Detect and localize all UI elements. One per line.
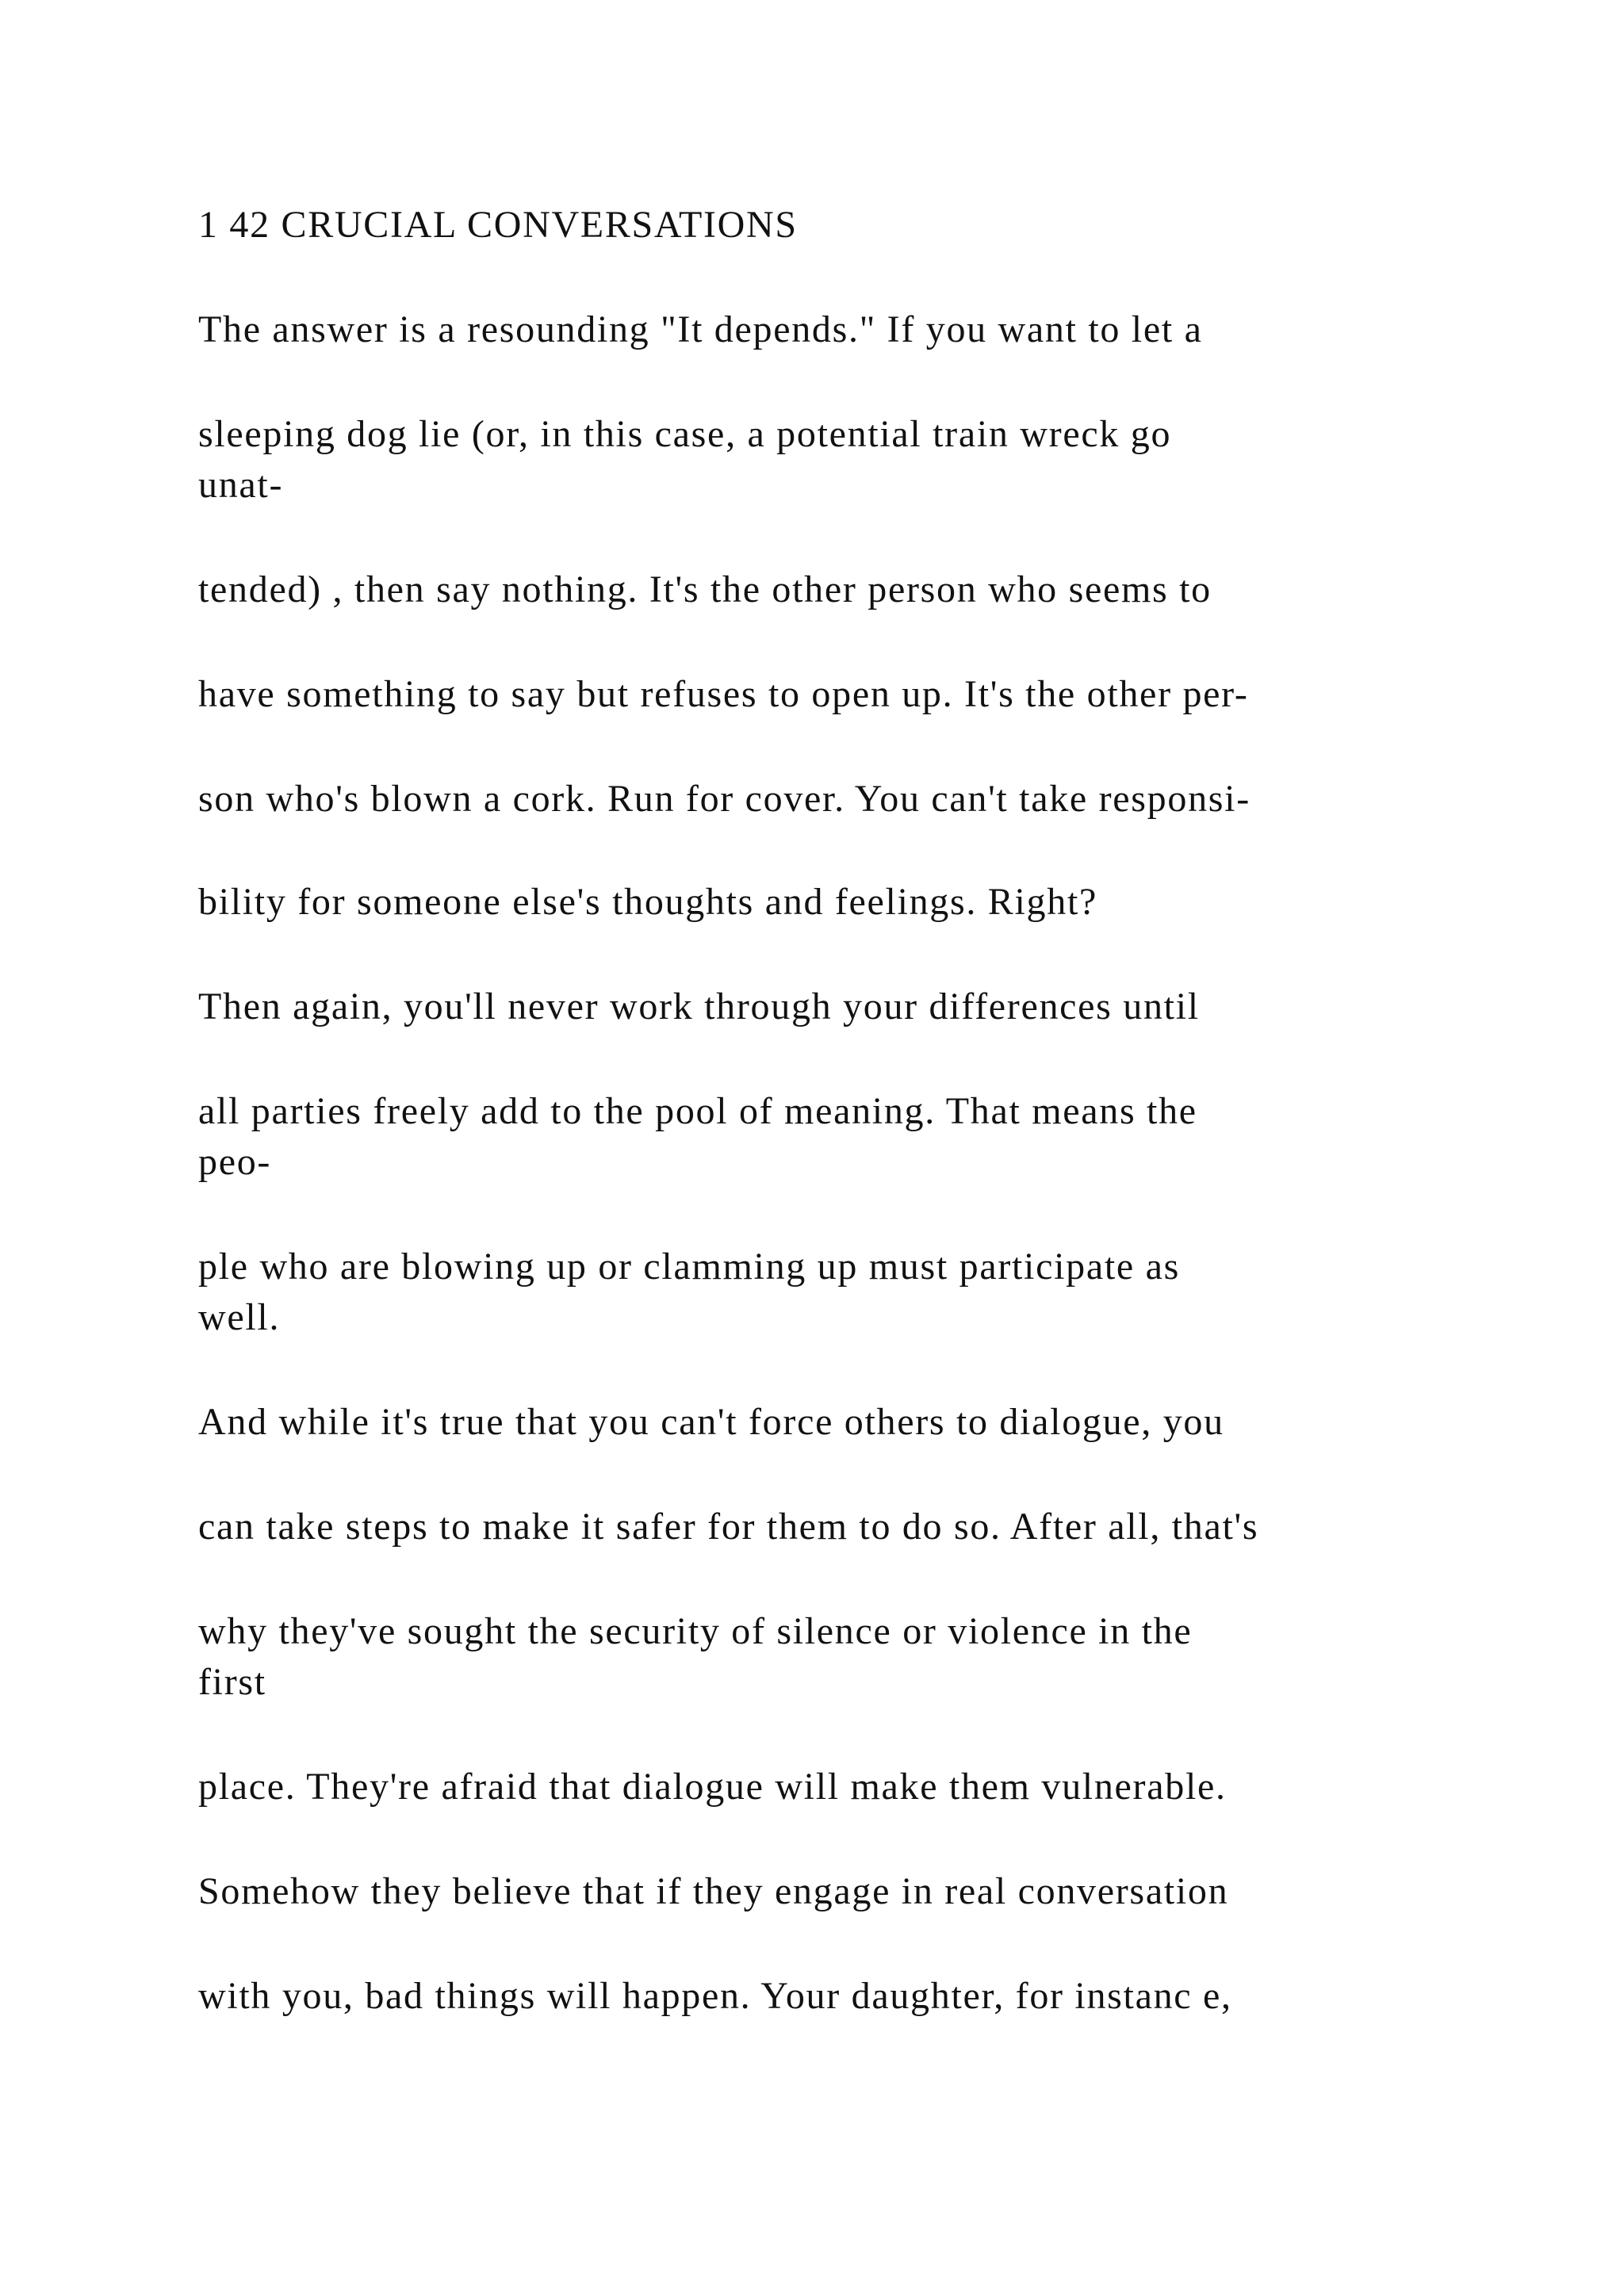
text-line: with you, bad things will happen. Your daughter, for instanc e, [198,1975,1232,2017]
paragraph-14 [198,1866,1483,1917]
paragraph-1 [198,304,1483,355]
text-line: tended) , then say nothing. It's the other person who seems to [198,568,1212,610]
paragraph-9 [198,1242,1483,1343]
paragraph-3 [198,564,1483,615]
text-line: The answer is a resounding "It depends." If you want to let a [198,308,1203,350]
text-line: Somehow they believe that if they engage in real conversation [198,1870,1229,1912]
text-line: have something to say but refuses to open up. It's the other per- [198,673,1249,715]
paragraph-11 [198,1502,1483,1552]
paragraph-5 [198,774,1483,825]
text-line: sleeping dog lie (or, in this case, a potential train wreck go [198,413,1172,455]
text-line: all parties freely add to the pool of meaning. That means the [198,1090,1197,1132]
text-line: bility for someone else's thoughts and feelings. Right? [198,881,1097,923]
paragraph-15 [198,1971,1483,2022]
paragraph-13 [198,1762,1483,1812]
paragraph-12 [198,1606,1483,1708]
text-line-wrap: first [198,1661,266,1703]
paragraph-8 [198,1086,1483,1188]
paragraph-7 [198,982,1483,1032]
paragraph-4 [198,669,1483,720]
text-line: And while it's true that you can't force others to dialogue, you [198,1401,1224,1443]
paragraph-6 [198,877,1483,928]
text-line: can take steps to make it safer for them to do so. After all, that's [198,1506,1259,1548]
text-line: Then again, you'll never work through your differences until [198,985,1200,1027]
text-line-wrap: peo- [198,1141,272,1183]
text-line: why they've sought the security of silence or violence in the [198,1610,1193,1652]
paragraph-2 [198,409,1483,511]
text-line: ple who are blowing up or clamming up must participate as [198,1246,1180,1288]
text-line-wrap: unat- [198,464,284,506]
text-line: son who's blown a cork. Run for cover. You can't take responsi- [198,778,1251,820]
paragraph-10 [198,1397,1483,1448]
page-header: 1 42 CRUCIAL CONVERSATIONS [198,204,798,246]
text-line-wrap: well. [198,1296,281,1338]
text-line: place. They're afraid that dialogue will make them vulnerable. [198,1766,1227,1808]
